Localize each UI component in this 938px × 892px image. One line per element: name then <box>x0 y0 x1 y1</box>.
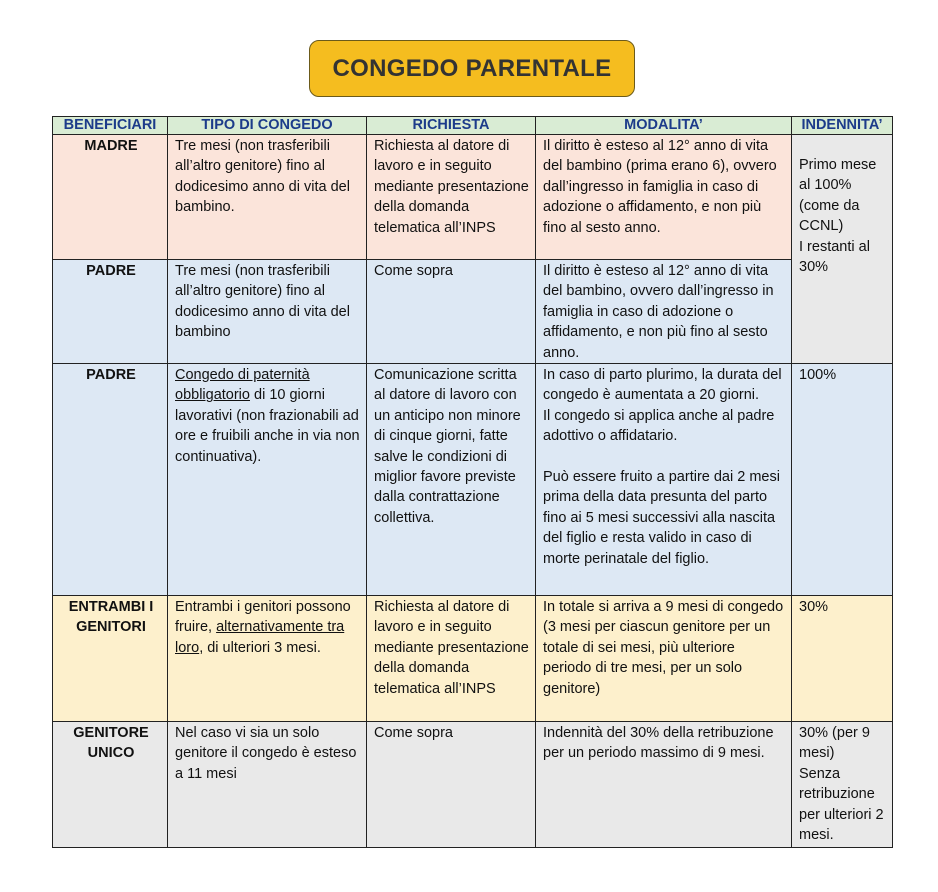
cell-modalita: In totale si arriva a 9 mesi di congedo (3 mesi per ciascun genitore per un totale di sei mesi, più ulteriore periodo di tre mesi, per un solo genitore) <box>536 596 792 722</box>
table-row-entrambi <box>53 596 893 722</box>
cell-tipo <box>168 596 367 722</box>
header-beneficiari: BENEFICIARI <box>53 117 168 135</box>
text: di 10 giorni lavorativi (non frazionabili ad ore e fruibili anche in via non continuativa). <box>175 387 360 465</box>
cell-tipo: Tre mesi (non trasferibili all’altro genitore) fino al dodicesimo anno di vita del bambino. <box>168 135 367 260</box>
page-title: CONGEDO PARENTALE <box>309 40 635 97</box>
cell-indennita: Primo mese al 100% (come da CCNL) I restanti al 30% <box>792 135 893 364</box>
header-indennita: INDENNITA’ <box>792 117 893 135</box>
header-row <box>53 117 893 135</box>
table-row-padre <box>53 260 893 364</box>
table-row-unico <box>53 722 893 848</box>
text: , di ulteriori 3 mesi. <box>199 639 321 656</box>
table-row-padre-obbligatorio <box>53 364 893 596</box>
cell-richiesta: Richiesta al datore di lavoro e in seguito mediante presentazione della domanda telematica all’INPS <box>367 135 536 260</box>
cell-richiesta: Come sopra <box>367 260 536 364</box>
table-row-madre <box>53 135 893 260</box>
cell-modalita: Il diritto è esteso al 12° anno di vita del bambino (prima erano 6), ovvero dall’ingresso in famiglia in caso di adozione o affidamento, e non più fino al sesto anno. <box>536 135 792 260</box>
text: Entrambi i genitori possono fruire, <box>175 599 351 636</box>
cell-indennita: 30% (per 9 mesi) Senza retribuzione per ulteriori 2 mesi. <box>792 722 893 848</box>
cell-modalita: In caso di parto plurimo, la durata del congedo è aumentata a 20 giorni. Il congedo si applica anche al padre adottivo o affidatario. Può essere fruito a partire dai 2 mesi prima della data presunta del parto fino ai 5 mesi successivi alla nascita del figlio e resta valido in caso di morte perinatale del figlio. <box>536 364 792 596</box>
cell-richiesta: Richiesta al datore di lavoro e in seguito mediante presentazione della domanda telematica all’INPS <box>367 596 536 722</box>
header-richiesta: RICHIESTA <box>367 117 536 135</box>
cell-beneficiari: PADRE <box>53 260 168 364</box>
cell-beneficiari: ENTRAMBI I GENITORI <box>53 596 168 722</box>
header-tipo: TIPO DI CONGEDO <box>168 117 367 135</box>
cell-tipo: Tre mesi (non trasferibili all’altro genitore) fino al dodicesimo anno di vita del bambino <box>168 260 367 364</box>
cell-modalita: Il diritto è esteso al 12° anno di vita del bambino, ovvero dall’ingresso in famiglia in caso di adozione o affidamento, e non più fino al sesto anno. <box>536 260 792 364</box>
cell-beneficiari: MADRE <box>53 135 168 260</box>
cell-tipo: Nel caso vi sia un solo genitore il congedo è esteso a 11 mesi <box>168 722 367 848</box>
cell-richiesta: Come sopra <box>367 722 536 848</box>
cell-beneficiari: PADRE <box>53 364 168 596</box>
underlined-text: alternativamente tra loro <box>175 619 345 656</box>
cell-indennita: 100% <box>792 364 893 596</box>
underlined-text: Congedo di paternità obbligatorio <box>175 367 310 404</box>
congedo-table <box>52 116 893 848</box>
cell-indennita: 30% <box>792 596 893 722</box>
cell-beneficiari: GENITORE UNICO <box>53 722 168 848</box>
cell-tipo <box>168 364 367 596</box>
header-modalita: MODALITA’ <box>536 117 792 135</box>
cell-modalita: Indennità del 30% della retribuzione per un periodo massimo di 9 mesi. <box>536 722 792 848</box>
cell-richiesta: Comunicazione scritta al datore di lavoro con un anticipo non minore di cinque giorni, fatte salve le condizioni di miglior favore previste dalla contrattazione collettiva. <box>367 364 536 596</box>
